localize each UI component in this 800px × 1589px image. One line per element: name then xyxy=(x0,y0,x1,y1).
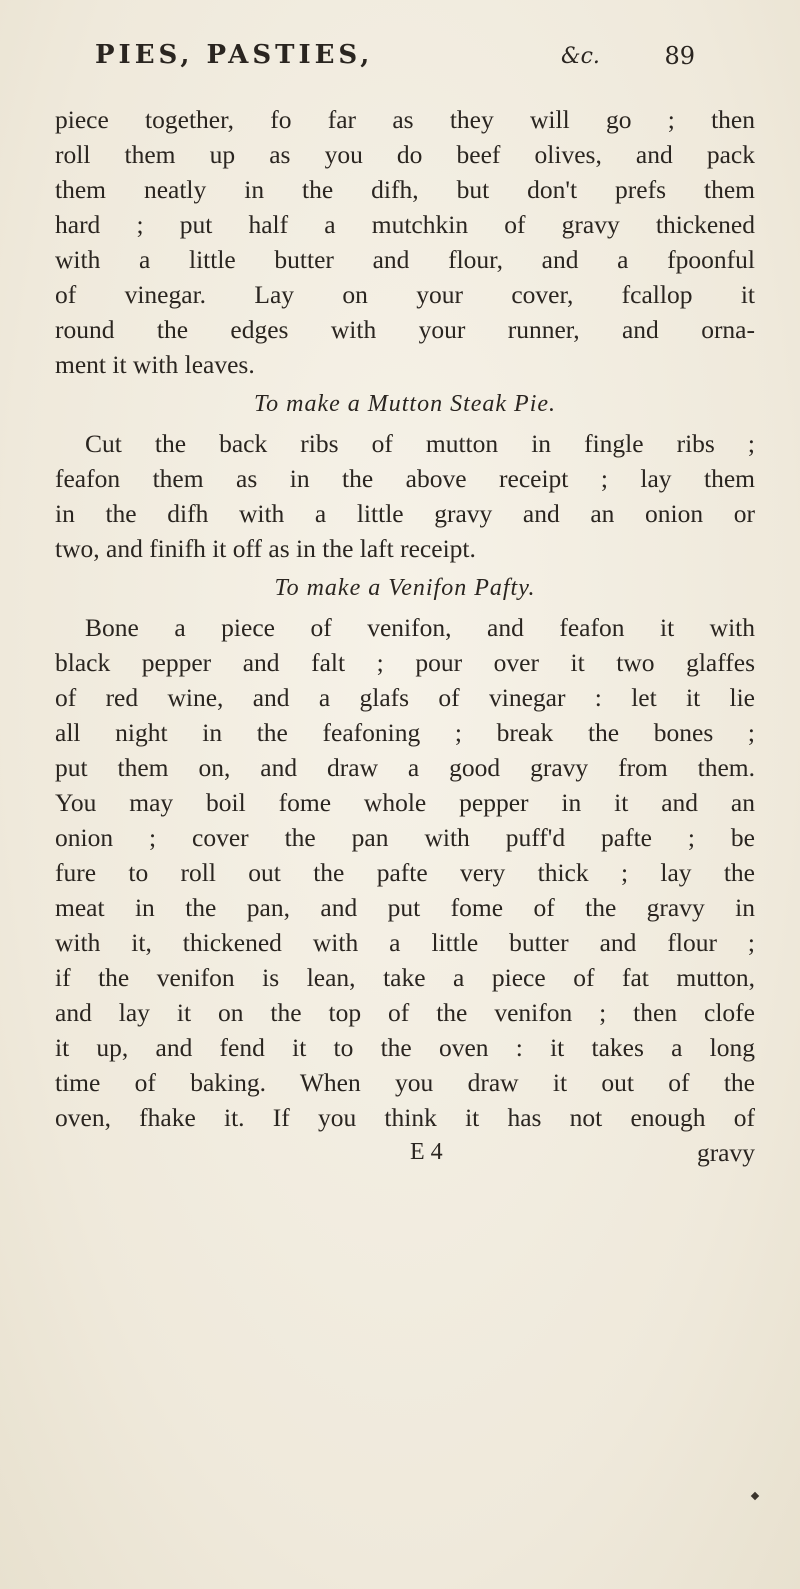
text-line: piece together, fo far as they will go ; then xyxy=(55,105,755,134)
text-line: two, and finifh it off as in the laft receipt. xyxy=(55,534,476,563)
text-line: and lay it on the top of the venifon ; then clofe xyxy=(55,998,755,1027)
text-line: meat in the pan, and put fome of the gravy in xyxy=(55,893,755,922)
running-head xyxy=(95,40,695,80)
ink-mark xyxy=(751,1492,759,1500)
paragraph xyxy=(55,610,755,1135)
recipe-heading: To make a Venifon Pafty. xyxy=(274,575,536,601)
catchword: gravy xyxy=(696,1138,755,1167)
recipe-heading: To make a Mutton Steak Pie. xyxy=(253,391,557,417)
text-line: Cut the back ribs of mutton in fingle ribs ; xyxy=(85,429,755,458)
text-line: ment it with leaves. xyxy=(55,350,255,379)
text-line: feafon them as in the above receipt ; lay them xyxy=(55,464,755,493)
text-line: it up, and fend it to the oven : it takes a long xyxy=(55,1033,755,1062)
text-line: put them on, and draw a good gravy from them. xyxy=(55,753,755,782)
paragraph xyxy=(55,102,755,382)
text-line: in the difh with a little gravy and an onion or xyxy=(55,499,755,528)
text-line: if the venifon is lean, take a piece of fat mutton, xyxy=(55,963,755,992)
paragraph xyxy=(55,426,755,566)
text-line: fure to roll out the pafte very thick ; lay the xyxy=(55,858,755,887)
text-line: roll them up as you do beef olives, and pack xyxy=(55,140,755,169)
text-line: oven, fhake it. If you think it has not enough of xyxy=(55,1103,755,1132)
text-line: onion ; cover the pan with puff'd pafte ; be xyxy=(55,823,755,852)
text-line: round the edges with your runner, and orna- xyxy=(55,315,755,344)
text-line: of red wine, and a glafs of vinegar : let it lie xyxy=(55,683,755,712)
text-line: of vinegar. Lay on your cover, fcallop it xyxy=(55,280,755,309)
text-line: Bone a piece of venifon, and feafon it with xyxy=(85,613,755,642)
running-head-etc: &c. xyxy=(561,44,600,69)
text-line: time of baking. When you draw it out of the xyxy=(55,1068,755,1097)
text-line: hard ; put half a mutchkin of gravy thickened xyxy=(55,210,755,239)
text-line: with a little butter and flour, and a fpoonful xyxy=(55,245,755,274)
page-body xyxy=(55,102,755,1170)
text-line: with it, thickened with a little butter and flour ; xyxy=(55,928,755,957)
text-line: all night in the feafoning ; break the bones ; xyxy=(55,718,755,747)
text-line: them neatly in the difh, but don't prefs them xyxy=(55,175,755,204)
text-line: You may boil fome whole pepper in it and an xyxy=(55,788,755,817)
text-line: black pepper and falt ; pour over it two glaffes xyxy=(55,648,755,677)
running-head-title: PIES, PASTIES, xyxy=(95,40,374,70)
signature-mark: E 4 xyxy=(410,1139,443,1165)
page-number: 89 xyxy=(664,42,695,70)
page-footer xyxy=(55,1135,755,1170)
